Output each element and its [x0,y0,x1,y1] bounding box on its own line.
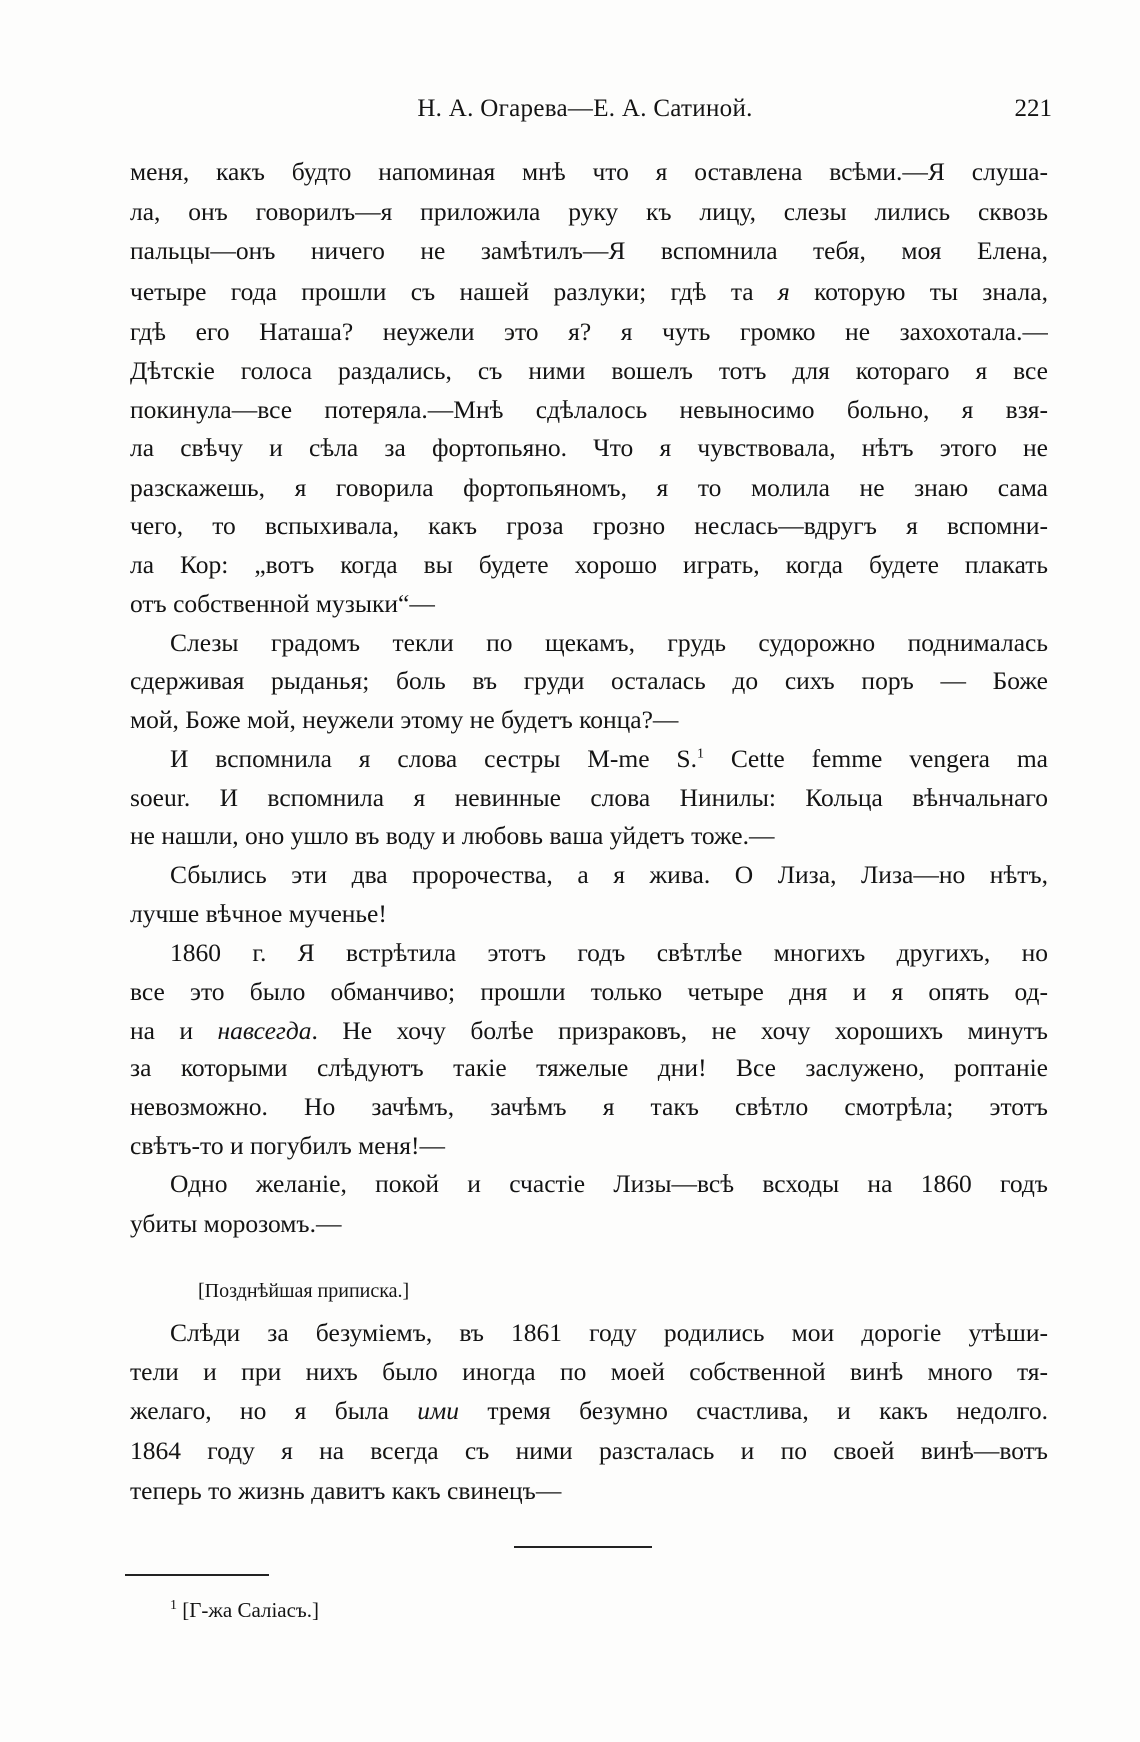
text-line [130,468,1048,508]
text-line [130,1471,1048,1511]
line-text: ла, онъ говорилъ—я приложила руку къ лицу, слезы лились сквозь [130,197,1048,226]
text-line [170,1164,1048,1204]
line-text: все это было обманчиво; прошли только четыре дня и я опять од- [130,977,1048,1006]
line-text: Cette femme vengera ma [703,744,1048,773]
line-text: сдерживая рыданья; боль въ груди осталась до сихъ поръ — Боже [130,666,1048,695]
line-text: невозможно. Но зачѣмъ, зачѣмъ я такъ свѣтло смотрѣла; этотъ [130,1092,1048,1121]
text-line [130,661,1048,701]
line-text: отъ собственной музыки“— [130,589,435,618]
line-text: желаго, но я была [130,1396,418,1425]
text-line [130,428,1048,468]
line-text: ла Кор: „вотъ когда вы будете хорошо играть, когда будете плакать [130,550,1048,579]
line-text: четыре года прошли съ нашей разлуки; гдѣ та [130,277,778,306]
emphasis-text: ими [417,1396,460,1425]
running-title: Н. А. Огарева—Е. А. Сатиной. [417,95,753,122]
emphasis-text: навсегда [217,1016,312,1045]
line-text: Сбылись эти два пророчества, а я жива. О Лиза, Лиза—но нѣтъ, [170,860,1048,889]
line-text: тели и при нихъ было иногда по моей собственной винѣ много тя- [130,1357,1048,1386]
line-text: меня, какъ будто напоминая мнѣ что я оставлена всѣми.—Я слуша- [130,157,1048,186]
text-line [130,545,1048,585]
line-text: покинула—все потеряла.—Мнѣ сдѣлалось невыносимо больно, я взя- [130,395,1048,424]
text-line [130,1352,1048,1392]
text-line [130,231,1048,271]
text-line [130,1126,1048,1166]
editorial-note [198,1271,1116,1311]
line-text: теперь то жизнь давитъ какъ свинецъ— [130,1476,562,1505]
line-text: гдѣ его Наташа? неужели это я? я чуть громко не захохотала.— [130,317,1048,346]
line-text: тремя безумно счастлива, и какъ недолго. [459,1396,1048,1425]
text-line [130,972,1048,1012]
line-text: мой, Боже мой, неужели этому не будетъ конца?— [130,705,679,734]
line-text: лучше вѣчное мученье! [130,899,387,928]
emphasis-text: я [777,277,790,306]
text-line [130,506,1048,546]
text-line [130,192,1048,232]
line-text: soeur. И вспомнила я невинные слова Нинилы: Кольца вѣнчальнаго [130,783,1048,812]
line-text: 1864 году я на всегда съ ними разсталась и по своей винѣ—вотъ [130,1436,1048,1465]
text-line [130,584,1048,624]
text-line [130,778,1048,818]
text-line [170,739,1048,779]
text-line [130,351,1048,391]
section-end-rule [514,1546,652,1548]
line-text: Дѣтскіе голоса раздались, съ ними вошелъ тотъ для котораго я все [130,356,1048,385]
line-text: на и [130,1016,218,1045]
line-text: которую ты знала, [789,277,1048,306]
text-line [130,1087,1048,1127]
text-line [170,623,1048,663]
line-text: ла свѣчу и сѣла за фортопьяно. Что я чувствовала, нѣтъ этого не [130,433,1048,462]
text-line [130,152,1048,192]
page-number: 221 [1014,95,1052,122]
text-line [130,312,1048,352]
line-text: И вспомнила я слова сестры M-me S. [170,744,697,773]
line-text: убиты морозомъ.— [130,1209,342,1238]
text-line [130,1204,1048,1244]
footnote [170,1594,319,1626]
line-text: 1860 г. Я встрѣтила этотъ годъ свѣтлѣе многихъ другихъ, но [170,938,1048,967]
line-text: . Не хочу болѣе призраковъ, не хочу хорошихъ минутъ [311,1016,1048,1045]
line-text: за которыми слѣдуютъ такіе тяжелые дни! Все заслужено, роптаніе [130,1053,1048,1082]
footnote-reference: 1 [696,746,704,762]
text-line [130,816,1048,856]
text-line [130,700,1048,740]
line-text: пальцы—онъ ничего не замѣтилъ—Я вспомнила тебя, моя Елена, [130,236,1048,265]
line-text: не нашли, оно ушло въ воду и любовь ваша уйдетъ тоже.— [130,821,775,850]
text-line [130,272,1048,312]
line-text: [Позднѣйшая приписка.] [198,1280,410,1302]
text-line [170,933,1048,973]
line-text: свѣтъ-то и погубилъ меня!— [130,1131,445,1160]
footnote-text: [Г-жа Саліасъ.] [177,1598,320,1622]
line-text: чего, то вспыхивала, какъ гроза грозно неслась—вдругъ я вспомни- [130,511,1048,540]
footnote-marker: 1 [170,1598,177,1613]
line-text: Слѣди за безуміемъ, въ 1861 году родились мои дорогіе утѣши- [170,1318,1048,1347]
text-line [130,390,1048,430]
line-text: Слезы градомъ текли по щекамъ, грудь судорожно поднималась [170,628,1048,657]
line-text: Одно желаніе, покой и счастіе Лизы—всѣ всходы на 1860 годъ [170,1169,1048,1198]
text-line [170,1313,1048,1353]
text-line [130,1011,1048,1051]
line-text: разскажешь, я говорила фортопьяномъ, я то молила не знаю сама [130,473,1048,502]
text-line [130,1048,1048,1088]
footnote-separator [125,1574,269,1576]
text-line [130,1391,1048,1431]
text-line [170,855,1048,895]
text-line [130,894,1048,934]
text-line [130,1431,1048,1471]
